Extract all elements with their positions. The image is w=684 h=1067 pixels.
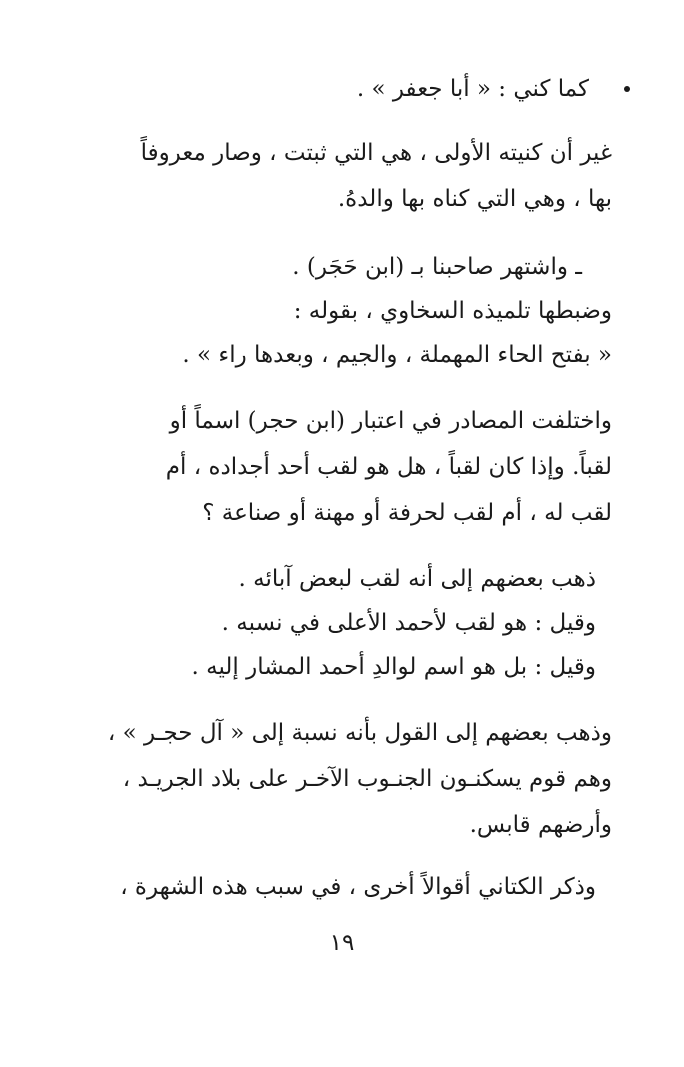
- paragraph-3-line-2: لقباً. وإذا كان لقباً ، هل هو لقب أحد أجداده ، أم: [165, 454, 612, 480]
- bullet-line-text: كما كني : « أبا جعفر » .: [356, 76, 589, 102]
- bullet-dot: [624, 86, 630, 92]
- page-number: ١٩: [329, 930, 355, 956]
- paragraph-3-line-1: واختلفت المصادر في اعتبار (ابن حجر) اسماً أو: [169, 408, 612, 434]
- paragraph-6-line-1: وذكر الكتاني أقوالاً أخرى ، في سبب هذه الشهرة ،: [120, 874, 596, 900]
- paragraph-4-line-3: وقيل : بل هو اسم لوالدِ أحمد المشار إليه .: [191, 654, 596, 680]
- paragraph-1-line-2: بها ، وهي التي كناه بها والدهُ.: [337, 186, 612, 212]
- paragraph-1-line-1: غير أن كنيته الأولى ، هي التي ثبتت ، وصار معروفاً: [140, 140, 612, 166]
- paragraph-5-line-3: وأرضهم قابس.: [469, 812, 612, 838]
- paragraph-2-line-1: ـ واشتهر صاحبنا بـ (ابن حَجَر) .: [292, 254, 582, 280]
- paragraph-5-line-1: وذهب بعضهم إلى القول بأنه نسبة إلى « آل حجـر » ،: [107, 720, 612, 746]
- paragraph-4-line-1: ذهب بعضهم إلى أنه لقب لبعض آبائه .: [238, 566, 596, 592]
- paragraph-3-line-3: لقب له ، أم لقب لحرفة أو مهنة أو صناعة ؟: [202, 500, 612, 526]
- paragraph-2-line-3: « بفتح الحاء المهملة ، والجيم ، وبعدها راء » .: [182, 342, 612, 368]
- paragraph-5-line-2: وهم قوم يسكنـون الجنـوب الآخـر على بلاد الجريـد ،: [122, 766, 612, 792]
- paragraph-2-line-2: وضبطها تلميذه السخاوي ، بقوله :: [293, 298, 612, 324]
- paragraph-4-line-2: وقيل : هو لقب لأحمد الأعلى في نسبه .: [221, 610, 596, 636]
